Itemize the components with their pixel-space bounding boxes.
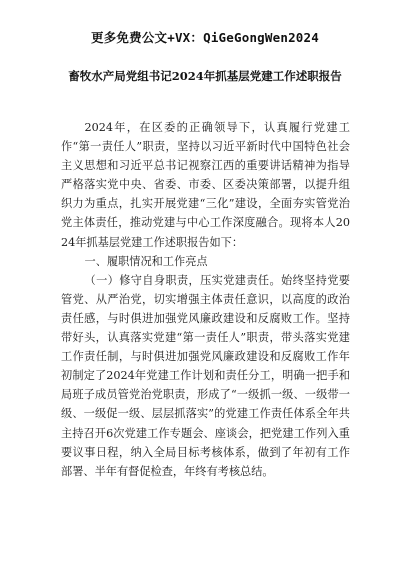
document-body xyxy=(61,118,350,481)
intro-paragraph: 2024年，在区委的正确领导下，认真履行党建工作“第一责任人”职责，坚持以习近平新时代中国特色社会主义思想和习近平总书记视察江西的重要讲话精神为指导严格落实党中央、省委、市委、区委决策部署，以提升组织力为重点，扎实开展党建“三化”建设，全面夯实管党治党主体责任，推动党建与中心工作深度融合。现将本人2024年抓基层党建工作述职报告如下： xyxy=(61,121,350,249)
document-title: 畜牧水产局党组书记2024年抓基层党建工作述职报告 xyxy=(68,69,342,83)
subsection-paragraph: （一）修守自身职责，压实党建责任。始终坚持党要管党、从严治党，切实增强主体责任意识，以高度的政治责任感，与时俱进加强党风廉政建设和反腐败工作。坚持带好头，认真落实党建“第一责任人”职责，带头落实党建工作责任制，与时俱进加强党风廉政建设和反腐败工作年初制定了2024年党建工作计划和责任分工，明确一把手和局班子成员管党治党职责，形成了“一级抓一级、一级带一级、一级促一级、层层抓落实”的党建工作责任体系全年共主持召开6次党建工作专题会、座谈会，把党建工作列入重要议事日程，纳入全局目标考核体系，做到了年初有工作部署、半年有督促检查，年终有考核总结。 xyxy=(61,273,350,478)
section-heading: 一、履职情况和工作亮点 xyxy=(84,254,208,268)
promo-banner: 更多免费公文+VX：QiGeGongWen2024 xyxy=(91,30,319,45)
